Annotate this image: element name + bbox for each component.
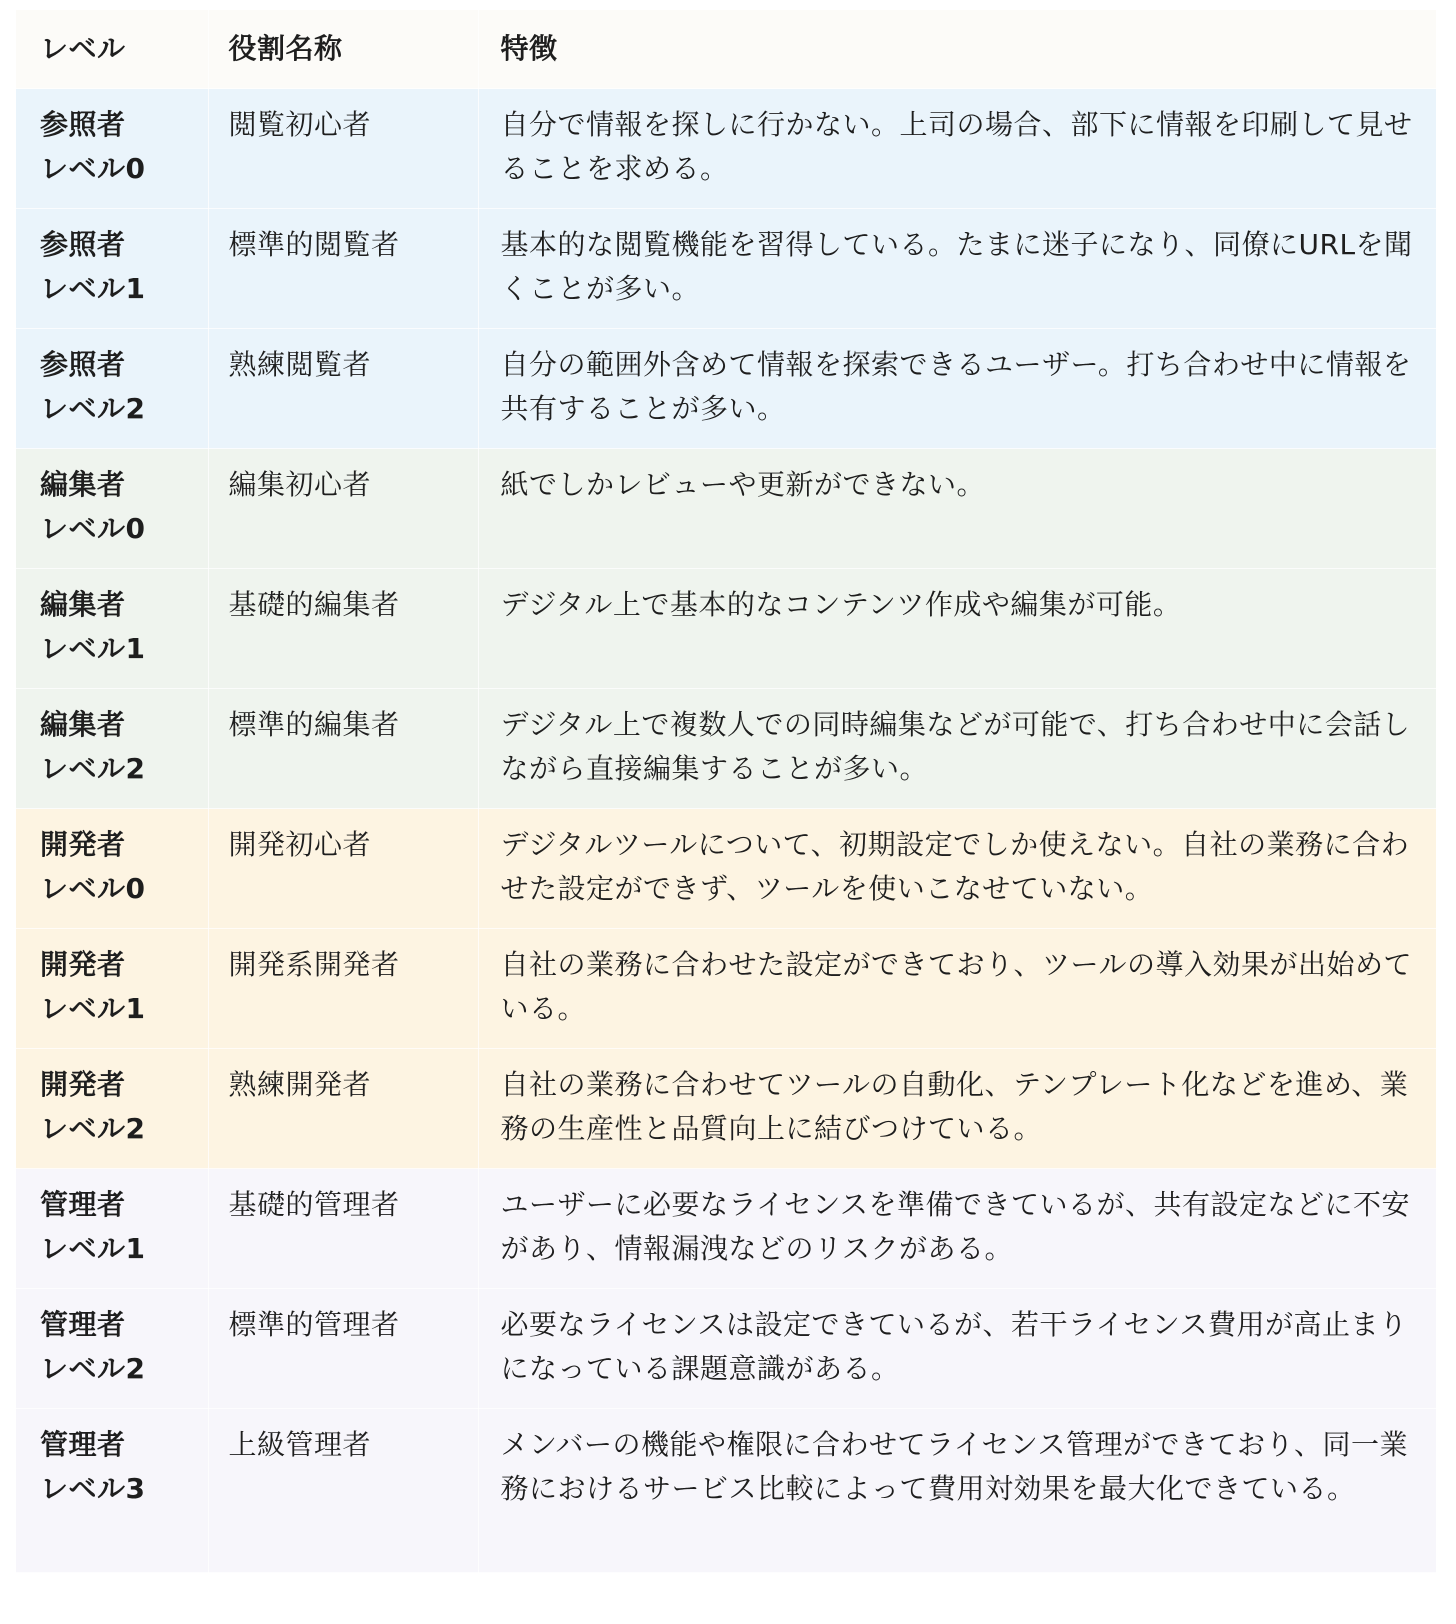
table-row [16,1169,1436,1289]
table-row [16,209,1436,329]
level-number: レベル0 [40,512,146,545]
role-cell: 熟練閲覧者 [208,329,478,449]
level-cell [16,209,208,329]
level-cell [16,449,208,569]
level-number: レベル2 [40,392,146,425]
level-number: レベル1 [40,1232,146,1265]
level-group: 管理者 [40,1188,126,1221]
level-group: 開発者 [40,948,126,981]
table-row [16,689,1436,809]
feature-cell: デジタルツールについて、初期設定でしか使えない。自社の業務に合わせた設定ができず、ツールを使いこなせていない。 [478,809,1436,929]
role-cell: 標準的閲覧者 [208,209,478,329]
level-number: レベル2 [40,1112,146,1145]
role-cell: 標準的管理者 [208,1289,478,1409]
feature-cell: 自社の業務に合わせた設定ができており、ツールの導入効果が出始めている。 [478,929,1436,1049]
table-row [16,929,1436,1049]
level-cell [16,809,208,929]
role-cell: 開発系開発者 [208,929,478,1049]
feature-cell: 紙でしかレビューや更新ができない。 [478,449,1436,569]
table-row [16,1409,1436,1573]
table-row [16,329,1436,449]
level-table-container [16,10,1436,1614]
level-group: 編集者 [40,468,126,501]
feature-cell: 自社の業務に合わせてツールの自動化、テンプレート化などを進め、業務の生産性と品質向上に結びつけている。 [478,1049,1436,1169]
level-cell [16,569,208,689]
level-number: レベル0 [40,872,146,905]
level-cell [16,89,208,209]
table-row [16,569,1436,689]
level-cell [16,329,208,449]
level-group: 編集者 [40,588,126,621]
role-cell: 標準的編集者 [208,689,478,809]
level-number: レベル3 [40,1472,146,1505]
level-number: レベル1 [40,632,146,665]
feature-cell: デジタル上で複数人での同時編集などが可能で、打ち合わせ中に会話しながら直接編集することが多い。 [478,689,1436,809]
level-cell [16,1169,208,1289]
role-cell: 熟練開発者 [208,1049,478,1169]
level-number: レベル1 [40,992,146,1025]
header-level: レベル [16,10,208,89]
table-row [16,89,1436,209]
level-group: 編集者 [40,708,126,741]
table-row [16,809,1436,929]
level-group: 参照者 [40,228,126,261]
level-cell [16,1409,208,1573]
table-row [16,449,1436,569]
header-role: 役割名称 [208,10,478,89]
role-cell: 基礎的編集者 [208,569,478,689]
role-cell: 閲覧初心者 [208,89,478,209]
level-cell [16,689,208,809]
level-table [16,10,1436,1573]
role-cell: 編集初心者 [208,449,478,569]
level-cell [16,929,208,1049]
role-cell: 上級管理者 [208,1409,478,1573]
feature-cell: メンバーの機能や権限に合わせてライセンス管理ができており、同一業務におけるサービス比較によって費用対効果を最大化できている。 [478,1409,1436,1573]
level-group: 開発者 [40,1068,126,1101]
role-cell: 基礎的管理者 [208,1169,478,1289]
level-group: 管理者 [40,1308,126,1341]
feature-cell: デジタル上で基本的なコンテンツ作成や編集が可能。 [478,569,1436,689]
feature-cell: 必要なライセンスは設定できているが、若干ライセンス費用が高止まりになっている課題意識がある。 [478,1289,1436,1409]
level-group: 管理者 [40,1428,126,1461]
level-group: 参照者 [40,348,126,381]
feature-cell: ユーザーに必要なライセンスを準備できているが、共有設定などに不安があり、情報漏洩などのリスクがある。 [478,1169,1436,1289]
role-cell: 開発初心者 [208,809,478,929]
level-number: レベル2 [40,1352,146,1385]
level-number: レベル1 [40,272,146,305]
level-number: レベル2 [40,752,146,785]
level-cell [16,1289,208,1409]
level-cell [16,1049,208,1169]
level-group: 開発者 [40,828,126,861]
level-number: レベル0 [40,152,146,185]
table-header-row [16,10,1436,89]
feature-cell: 基本的な閲覧機能を習得している。たまに迷子になり、同僚にURLを聞くことが多い。 [478,209,1436,329]
feature-cell: 自分の範囲外含めて情報を探索できるユーザー。打ち合わせ中に情報を共有することが多い。 [478,329,1436,449]
level-group: 参照者 [40,108,126,141]
header-feature: 特徴 [478,10,1436,89]
table-row [16,1049,1436,1169]
table-row [16,1289,1436,1409]
feature-cell: 自分で情報を探しに行かない。上司の場合、部下に情報を印刷して見せることを求める。 [478,89,1436,209]
